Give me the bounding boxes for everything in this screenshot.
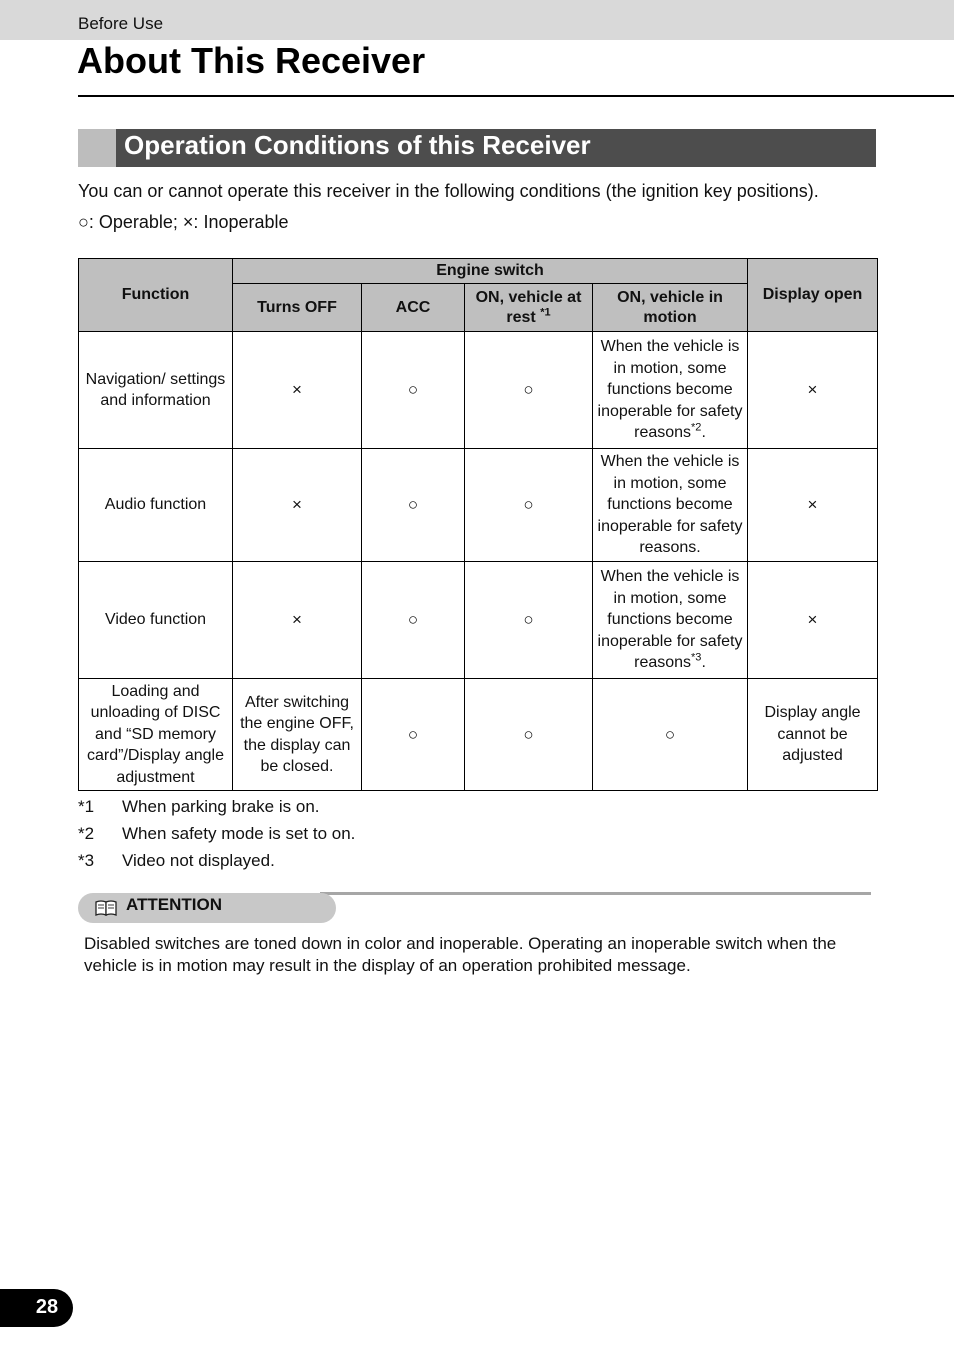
footnote-mark: *3 <box>78 851 95 870</box>
header-function: Function <box>79 259 233 332</box>
page-number-tab <box>0 1289 73 1327</box>
page-number: 28 <box>35 1296 59 1318</box>
cell-on-motion: ○ <box>593 679 748 791</box>
footnote-ref: *3 <box>691 651 702 664</box>
cell-display-open: × <box>748 332 878 449</box>
cell-acc: ○ <box>362 679 465 791</box>
footnote <box>78 851 275 871</box>
subheading-bar <box>78 129 876 167</box>
symbol-legend: ○: Operable; ×: Inoperable <box>78 212 289 232</box>
subheading-title: Operation Conditions of this Receiver <box>124 130 591 160</box>
footnote-text: Video not displayed. <box>122 851 275 870</box>
cell-on-motion: When the vehicle is in motion, some functions become inoperable for safety reasons$^{*2}$. <box>593 332 748 449</box>
cell-turns-off: × <box>233 449 362 562</box>
cell-on-motion: When the vehicle is in motion, some functions become inoperable for safety reasons. <box>593 449 748 562</box>
cell-display-open: Display angle cannot be adjusted <box>748 679 878 791</box>
header-display-open: Display open <box>748 259 878 332</box>
cell-display-open: × <box>748 449 878 562</box>
attention-rule <box>320 892 871 895</box>
cell-on-rest: ○ <box>465 332 593 449</box>
cell-acc: ○ <box>362 332 465 449</box>
footnote-mark: *1 <box>78 797 95 816</box>
cell-on-rest: ○ <box>465 679 593 791</box>
cell-turns-off: × <box>233 562 362 679</box>
footnote <box>78 824 355 844</box>
footnote-text: When parking brake is on. <box>122 797 320 816</box>
footnote-ref: *2 <box>691 421 702 434</box>
cell-turns-off: × <box>233 332 362 449</box>
title-divider <box>78 95 954 97</box>
subheading-tab <box>78 129 116 167</box>
header-acc: ACC <box>362 284 465 332</box>
attention-text: Disabled switches are toned down in color and inoperable. Operating an inoperable switch when the vehicle is in motion may result in the display of an operation prohibited message. <box>84 934 837 975</box>
footnote-mark: *2 <box>78 824 95 843</box>
table-row <box>79 449 878 562</box>
footnote-text: When safety mode is set to on. <box>122 824 356 843</box>
cell-acc: ○ <box>362 562 465 679</box>
table-row <box>79 679 878 791</box>
header-engine-switch: Engine switch <box>233 259 748 284</box>
section-label: Before Use <box>78 14 164 33</box>
page-title: About This Receiver <box>77 40 426 81</box>
cell-on-motion: When the vehicle is in motion, some functions become inoperable for safety reasons$^{*3}$. <box>593 562 748 679</box>
footnote <box>78 797 320 817</box>
book-icon <box>94 898 118 918</box>
cell-function: Video function <box>79 562 233 679</box>
header-turns-off: Turns OFF <box>233 284 362 332</box>
operation-conditions-table <box>78 258 878 791</box>
attention-label: ATTENTION <box>126 895 223 914</box>
intro-text: You can or cannot operate this receiver in the following conditions (the ignition key positions). <box>78 181 819 201</box>
cell-turns-off: After switching the engine OFF, the display can be closed. <box>233 679 362 791</box>
cell-acc: ○ <box>362 449 465 562</box>
header-on-rest: ON, vehicle at rest $^{*1}$ <box>465 284 593 332</box>
header-on-motion: ON, vehicle in motion <box>593 284 748 332</box>
cell-function: Navigation/ settings and information <box>79 332 233 449</box>
cell-on-rest: ○ <box>465 562 593 679</box>
table-header-row <box>79 259 878 284</box>
footnote-ref: *1 <box>540 306 551 319</box>
cell-function: Loading and unloading of DISC and “SD memory card”/Display angle adjustment <box>79 679 233 791</box>
cell-on-rest: ○ <box>465 449 593 562</box>
cell-display-open: × <box>748 562 878 679</box>
table-row <box>79 332 878 449</box>
cell-function: Audio function <box>79 449 233 562</box>
table-row <box>79 562 878 679</box>
